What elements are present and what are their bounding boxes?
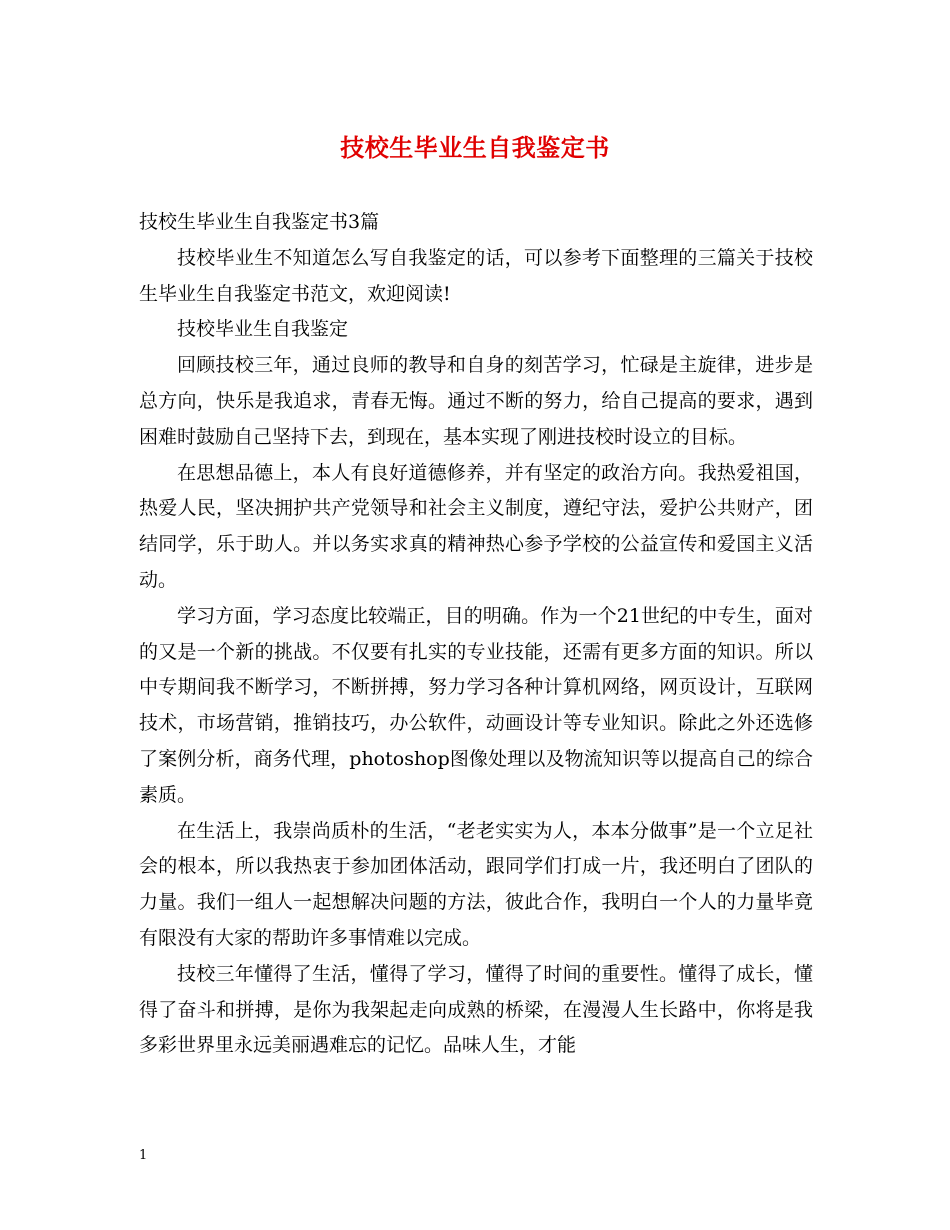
- page-number: 1: [139, 1148, 148, 1163]
- paragraph-study: 学习方面，学习态度比较端正，目的明确。作为一个21世纪的中专生，面对的又是一个新的挑战。不仅要有扎实的专业技能，还需有更多方面的知识。所以中专期间我不断学习，不断拼搏，努力学习各种计算机网络，网页设计，互联网技术，市场营销，推销技巧，办公软件，动画设计等专业知识。除此之外还选修了案例分析，商务代理，photoshop图像处理以及物流知识等以提高自己的综合素质。: [139, 604, 813, 806]
- paragraph-review: 回顾技校三年，通过良师的教导和自身的刻苦学习，忙碌是主旋律，进步是总方向，快乐是我追求，青春无悔。通过不断的努力，给自己提高的要求，遇到困难时鼓励自己坚持下去，到现在，基本实现了刚进技校时设立的目标。: [139, 354, 813, 448]
- paragraph-growth: 技校三年懂得了生活，懂得了学习，懂得了时间的重要性。懂得了成长，懂得了奋斗和拼搏，是你为我架起走向成熟的桥梁，在漫漫人生长路中，你将是我多彩世界里永远美丽遇难忘的记忆。品味人生，才能: [139, 962, 813, 1057]
- paragraph-morality: 在思想品德上，本人有良好道德修养，并有坚定的政治方向。我热爱祖国，热爱人民，坚决拥护共产党领导和社会主义制度，遵纪守法，爱护公共财产，团结同学，乐于助人。并以务实求真的精神热心参予学校的公益宣传和爱国主义活动。: [139, 461, 813, 591]
- document-subtitle: 技校生毕业生自我鉴定书3篇: [139, 211, 380, 233]
- paragraph-life: 在生活上，我崇尚质朴的生活，“老老实实为人，本本分做事”是一个立足社会的根本，所以我热衷于参加团体活动，跟同学们打成一片，我还明白了团队的力量。我们一组人一起想解决问题的方法，彼此合作，我明白一个人的力量毕竟有限没有大家的帮助许多事情难以完成。: [139, 819, 813, 949]
- section-heading: 技校毕业生自我鉴定: [177, 318, 349, 341]
- document-title: 技校生毕业生自我鉴定书: [340, 133, 610, 162]
- document-body: [139, 205, 813, 1064]
- paragraph-intro: 技校毕业生不知道怎么写自我鉴定的话，可以参考下面整理的三篇关于技校生毕业生自我鉴定书范文，欢迎阅读!: [139, 246, 813, 305]
